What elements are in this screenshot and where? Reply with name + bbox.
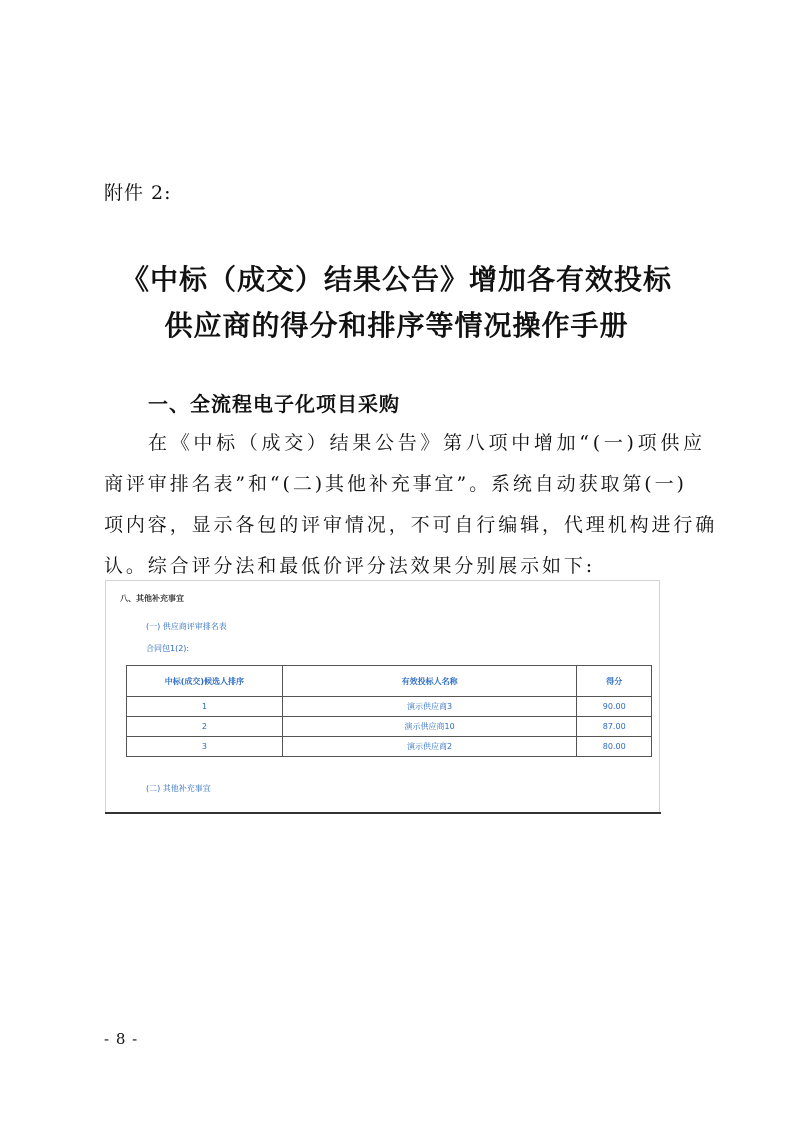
cell-score: 80.00 [577, 737, 652, 757]
screenshot-subsection-ranking: (一) 供应商评审排名表 [146, 622, 227, 631]
header-bidder-name: 有效投标人名称 [282, 666, 577, 697]
screenshot-section-title: 八、其他补充事宜 [120, 594, 184, 603]
cell-score: 87.00 [577, 717, 652, 737]
cell-score: 90.00 [577, 697, 652, 717]
cell-bidder-name: 演示供应商10 [282, 717, 577, 737]
header-score: 得分 [577, 666, 652, 697]
table-header-row [127, 666, 652, 697]
table-row [127, 717, 652, 737]
document-title-line-2: 供应商的得分和排序等情况操作手册 [164, 309, 629, 342]
attachment-label: 附件 2: [104, 182, 172, 204]
cell-bidder-name: 演示供应商3 [282, 697, 577, 717]
paragraph-line-4: 认。综合评分法和最低价评分法效果分别展示如下: [104, 555, 596, 577]
cell-bidder-name: 演示供应商2 [282, 737, 577, 757]
ranking-table [126, 665, 652, 757]
paragraph-line-3: 项内容，显示各包的评审情况，不可自行编辑，代理机构进行确 [104, 514, 718, 536]
cell-rank: 3 [127, 737, 283, 757]
embedded-screenshot [105, 580, 660, 813]
document-title-line-1: 《中标（成交）结果公告》增加各有效投标 [120, 263, 672, 296]
cell-rank: 2 [127, 717, 283, 737]
paragraph-line-2: 商评审排名表”和“(二)其他补充事宜”。系统自动获取第(一) [104, 473, 687, 495]
header-rank: 中标(成交)候选人排序 [127, 666, 283, 697]
table-row [127, 737, 652, 757]
table-row [127, 697, 652, 717]
section-heading: 一、全流程电子化项目采购 [148, 392, 400, 416]
cell-rank: 1 [127, 697, 283, 717]
screenshot-bottom-rule [105, 812, 661, 814]
paragraph-line-1: 在《中标（成交）结果公告》第八项中增加“(一)项供应 [148, 432, 706, 454]
screenshot-package-label: 合同包1(2): [146, 644, 190, 653]
screenshot-subsection-other: (二) 其他补充事宜 [146, 784, 211, 793]
page-number: - 8 - [104, 1030, 139, 1048]
